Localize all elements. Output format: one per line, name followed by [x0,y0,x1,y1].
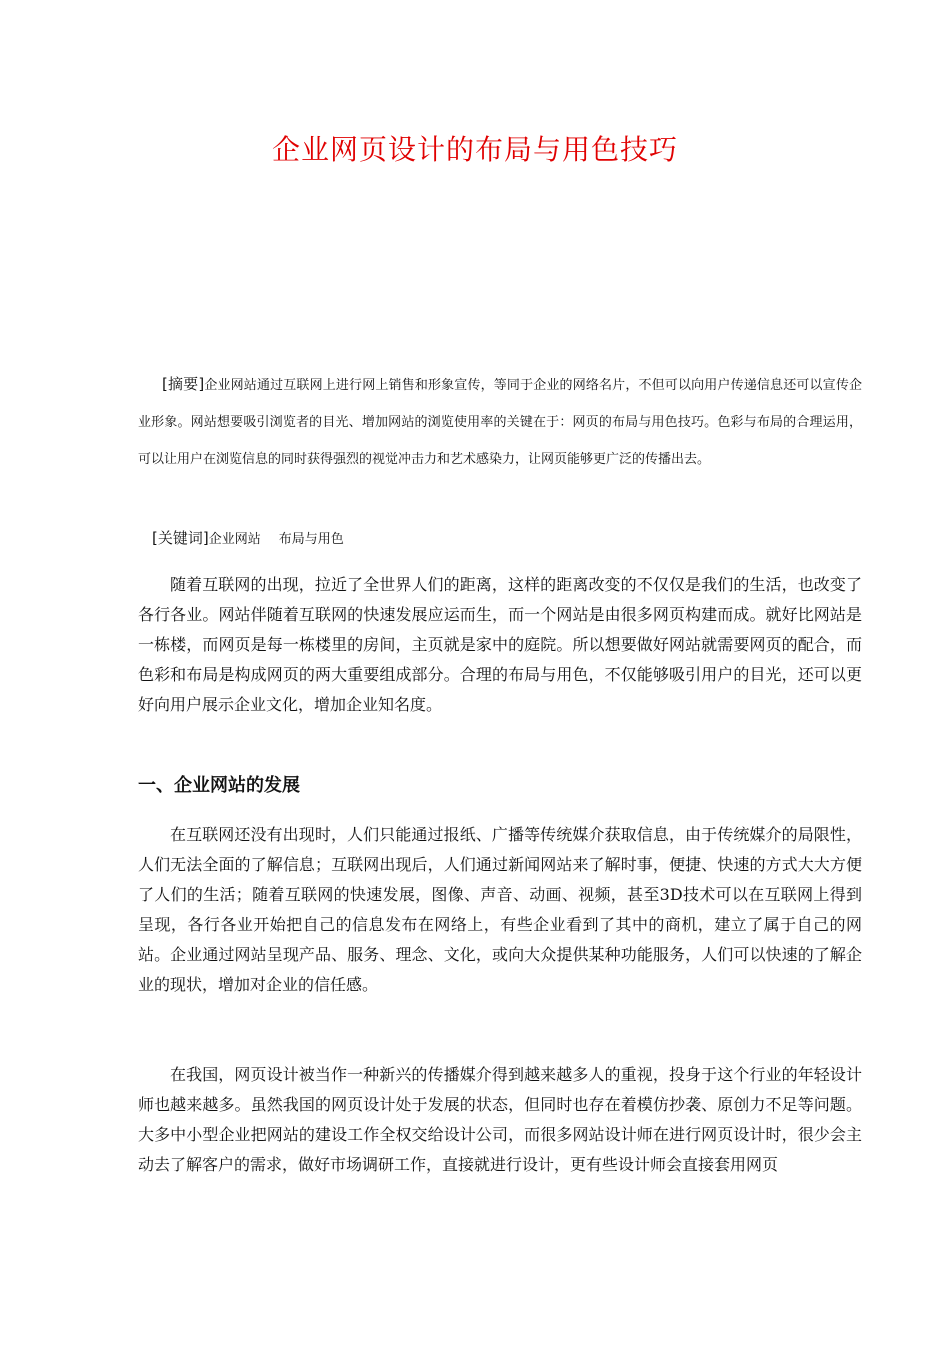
keywords-label: [关键词] [152,529,209,547]
section-heading: 一、企业网站的发展 [138,775,300,796]
document-title: 企业网页设计的布局与用色技巧 [271,133,678,166]
intro-paragraph: 随着互联网的出现，拉近了全世界人们的距离，这样的距离改变的不仅仅是我们的生活，也改变了各行各业。网站伴随着互联网的快速发展应运而生，而一个网站是由很多网页构建而成。就好比网站是一栋楼，而网页是每一栋楼里的房间，主页就是家中的庭院。所以想要做好网站就需要网页的配合，而色彩和布局是构成网页的两大重要组成部分。合理的布局与用色，不仅能够吸引用户的目光，还可以更好向用户展示企业文化，增加企业知名度。 [138,575,862,714]
keyword-item: 布局与用色 [278,532,344,547]
abstract-block [138,366,862,478]
body-paragraph: 在互联网还没有出现时，人们只能通过报纸、广播等传统媒介获取信息，由于传统媒介的局限性，人们无法全面的了解信息；互联网出现后，人们通过新闻网站来了解时事，便捷、快速的方式大大方便了人们的生活；随着互联网的快速发展，图像、声音、动画、视频，甚至3D技术可以在互联网上得到呈现，各行各业开始把自己的信息发布在网络上，有些企业看到了其中的商机，建立了属于自己的网站。企业通过网站呈现产品、服务、理念、文化，或向大众提供某种功能服务，人们可以快速的了解企业的现状，增加对企业的信任感。 [138,825,862,994]
body-paragraph: 在我国，网页设计被当作一种新兴的传播媒介得到越来越多人的重视，投身于这个行业的年轻设计师也越来越多。虽然我国的网页设计处于发展的状态，但同时也存在着模仿抄袭、原创力不足等问题。大多中小型企业把网站的建设工作全权交给设计公司，而很多网站设计师在进行网页设计时，很少会主动去了解客户的需求，做好市场调研工作，直接就进行设计，更有些设计师会直接套用网页 [138,1065,862,1174]
abstract-label: [摘要] [162,375,205,393]
abstract-text: 企业网站通过互联网上进行网上销售和形象宣传，等同于企业的网络名片，不但可以向用户传递信息还可以宣传企业形象。网站想要吸引浏览者的目光、增加网站的浏览使用率的关键在于：网页的布局与用色技巧。色彩与布局的合理运用，可以让用户在浏览信息的同时获得强烈的视觉冲击力和艺术感染力，让网页能够更广泛的传播出去。 [138,378,862,467]
keywords-block [152,526,362,552]
keyword-item: 企业网站 [208,532,261,547]
